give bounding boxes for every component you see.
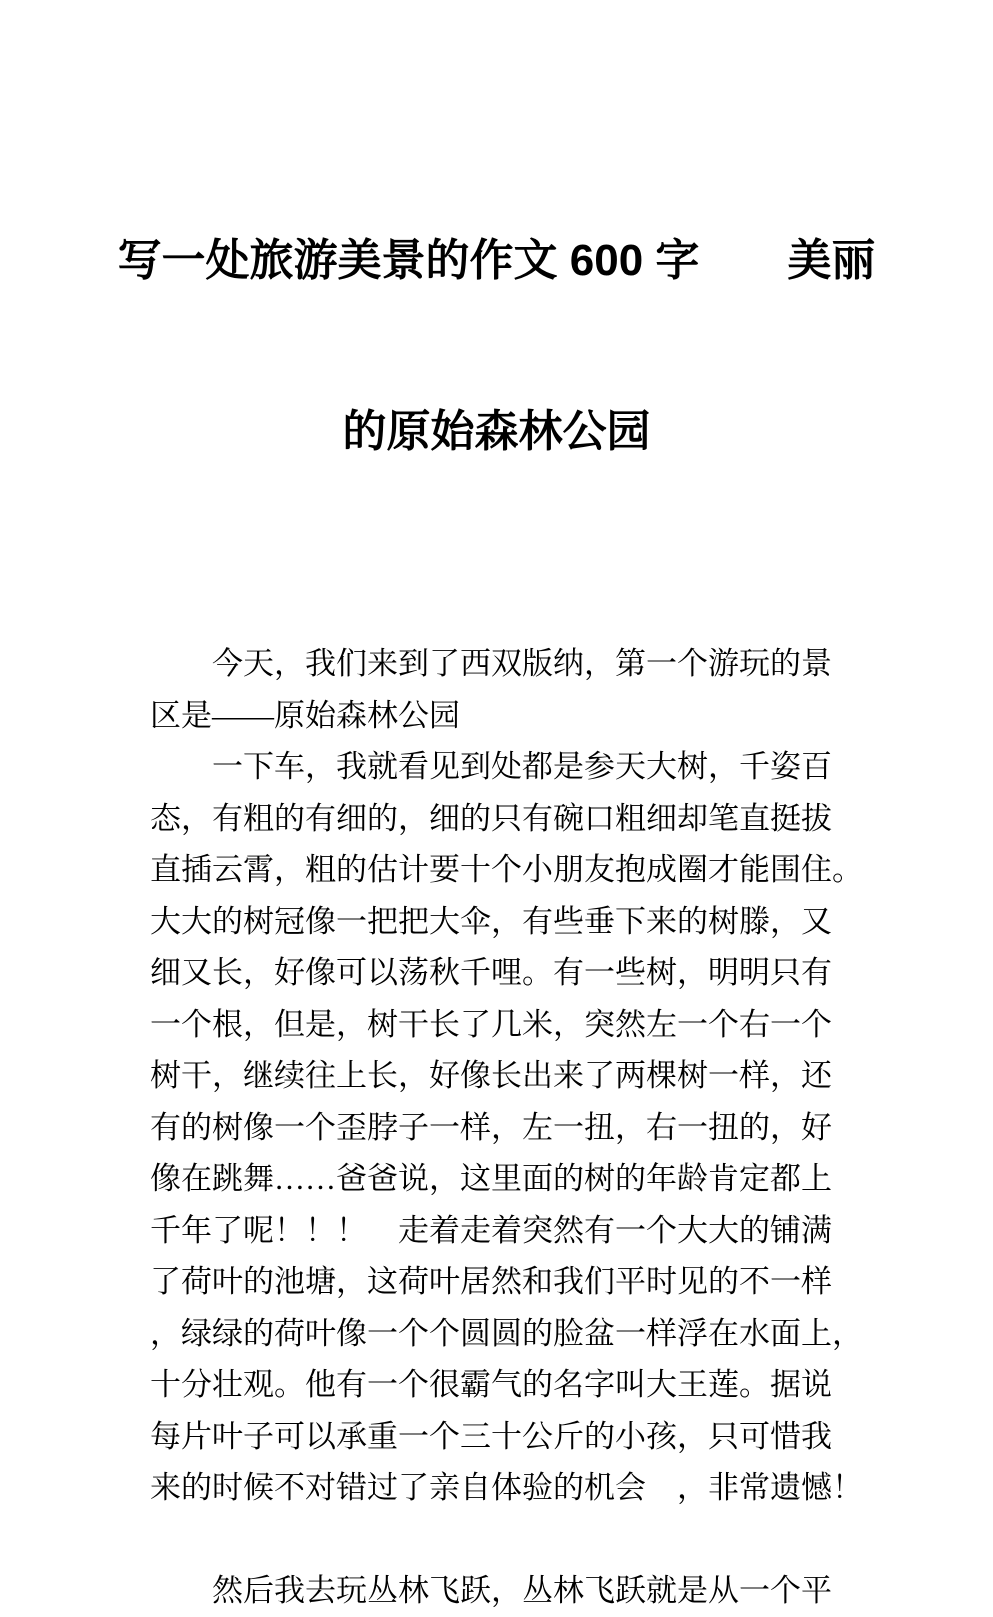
body-text-line: 千年了呢！！！ 走着走着突然有一个大大的铺满 [150,1212,832,1248]
body-text-line: 树干，继续往上长，好像长出来了两棵树一样，还 [150,1058,832,1093]
body-text-line: 态，有粗的有细的，细的只有碗口粗细却笔直挺拔 [150,800,832,836]
body-text-line: 一个根，但是，树干长了几米，突然左一个右一个 [150,1006,832,1042]
body-text-line: 来的时候不对错过了亲自体验的机会 ，非常遗憾！ [150,1470,863,1505]
body-text-line [150,1514,856,1566]
body-text-line: 有的树像一个歪脖子一样，左一扭，右一扭的，好 [150,1109,832,1145]
document-page [0,118,993,1608]
title-line-2: 的原始森林公园 [342,407,651,456]
body-text-line: 然后我去玩丛林飞跃，丛林飞跃就是从一个平 [150,1573,832,1608]
body-text-line: 直插云霄，粗的估计要十个小朋友抱成圈才能围住。 [150,852,863,887]
body-text-line: 一下车，我就看见到处都是参天大树，千姿百 [150,749,832,784]
body-text-line: 十分壮观。他有一个很霸气的名字叫大王莲。据说 [150,1367,832,1402]
document-title [40,118,953,574]
body-text-line: ，绿绿的荷叶像一个个圆圆的脸盆一样浮在水面上， [150,1315,863,1351]
body-text-line: 大大的树冠像一把把大伞，有些垂下来的树滕，又 [150,903,832,939]
title-line-1: 写一处旅游美景的作文 600 字 美丽 [117,236,876,285]
body-text-line: 每片叶子可以承重一个三十公斤的小孩，只可惜我 [150,1418,832,1454]
body-text-line: 像在跳舞……爸爸说，这里面的树的年龄肯定都上 [150,1161,832,1196]
body-text-line: 了荷叶的池塘，这荷叶居然和我们平时见的不一样 [150,1264,832,1299]
body-text-line: 细又长，好像可以荡秋千哩。有一些树，明明只有 [150,955,832,990]
body-text-line: 区是——原始森林公园 [150,697,460,733]
body-text-line: 今天，我们来到了西双版纳，第一个游玩的景 [150,646,832,681]
document-body [150,638,863,1617]
